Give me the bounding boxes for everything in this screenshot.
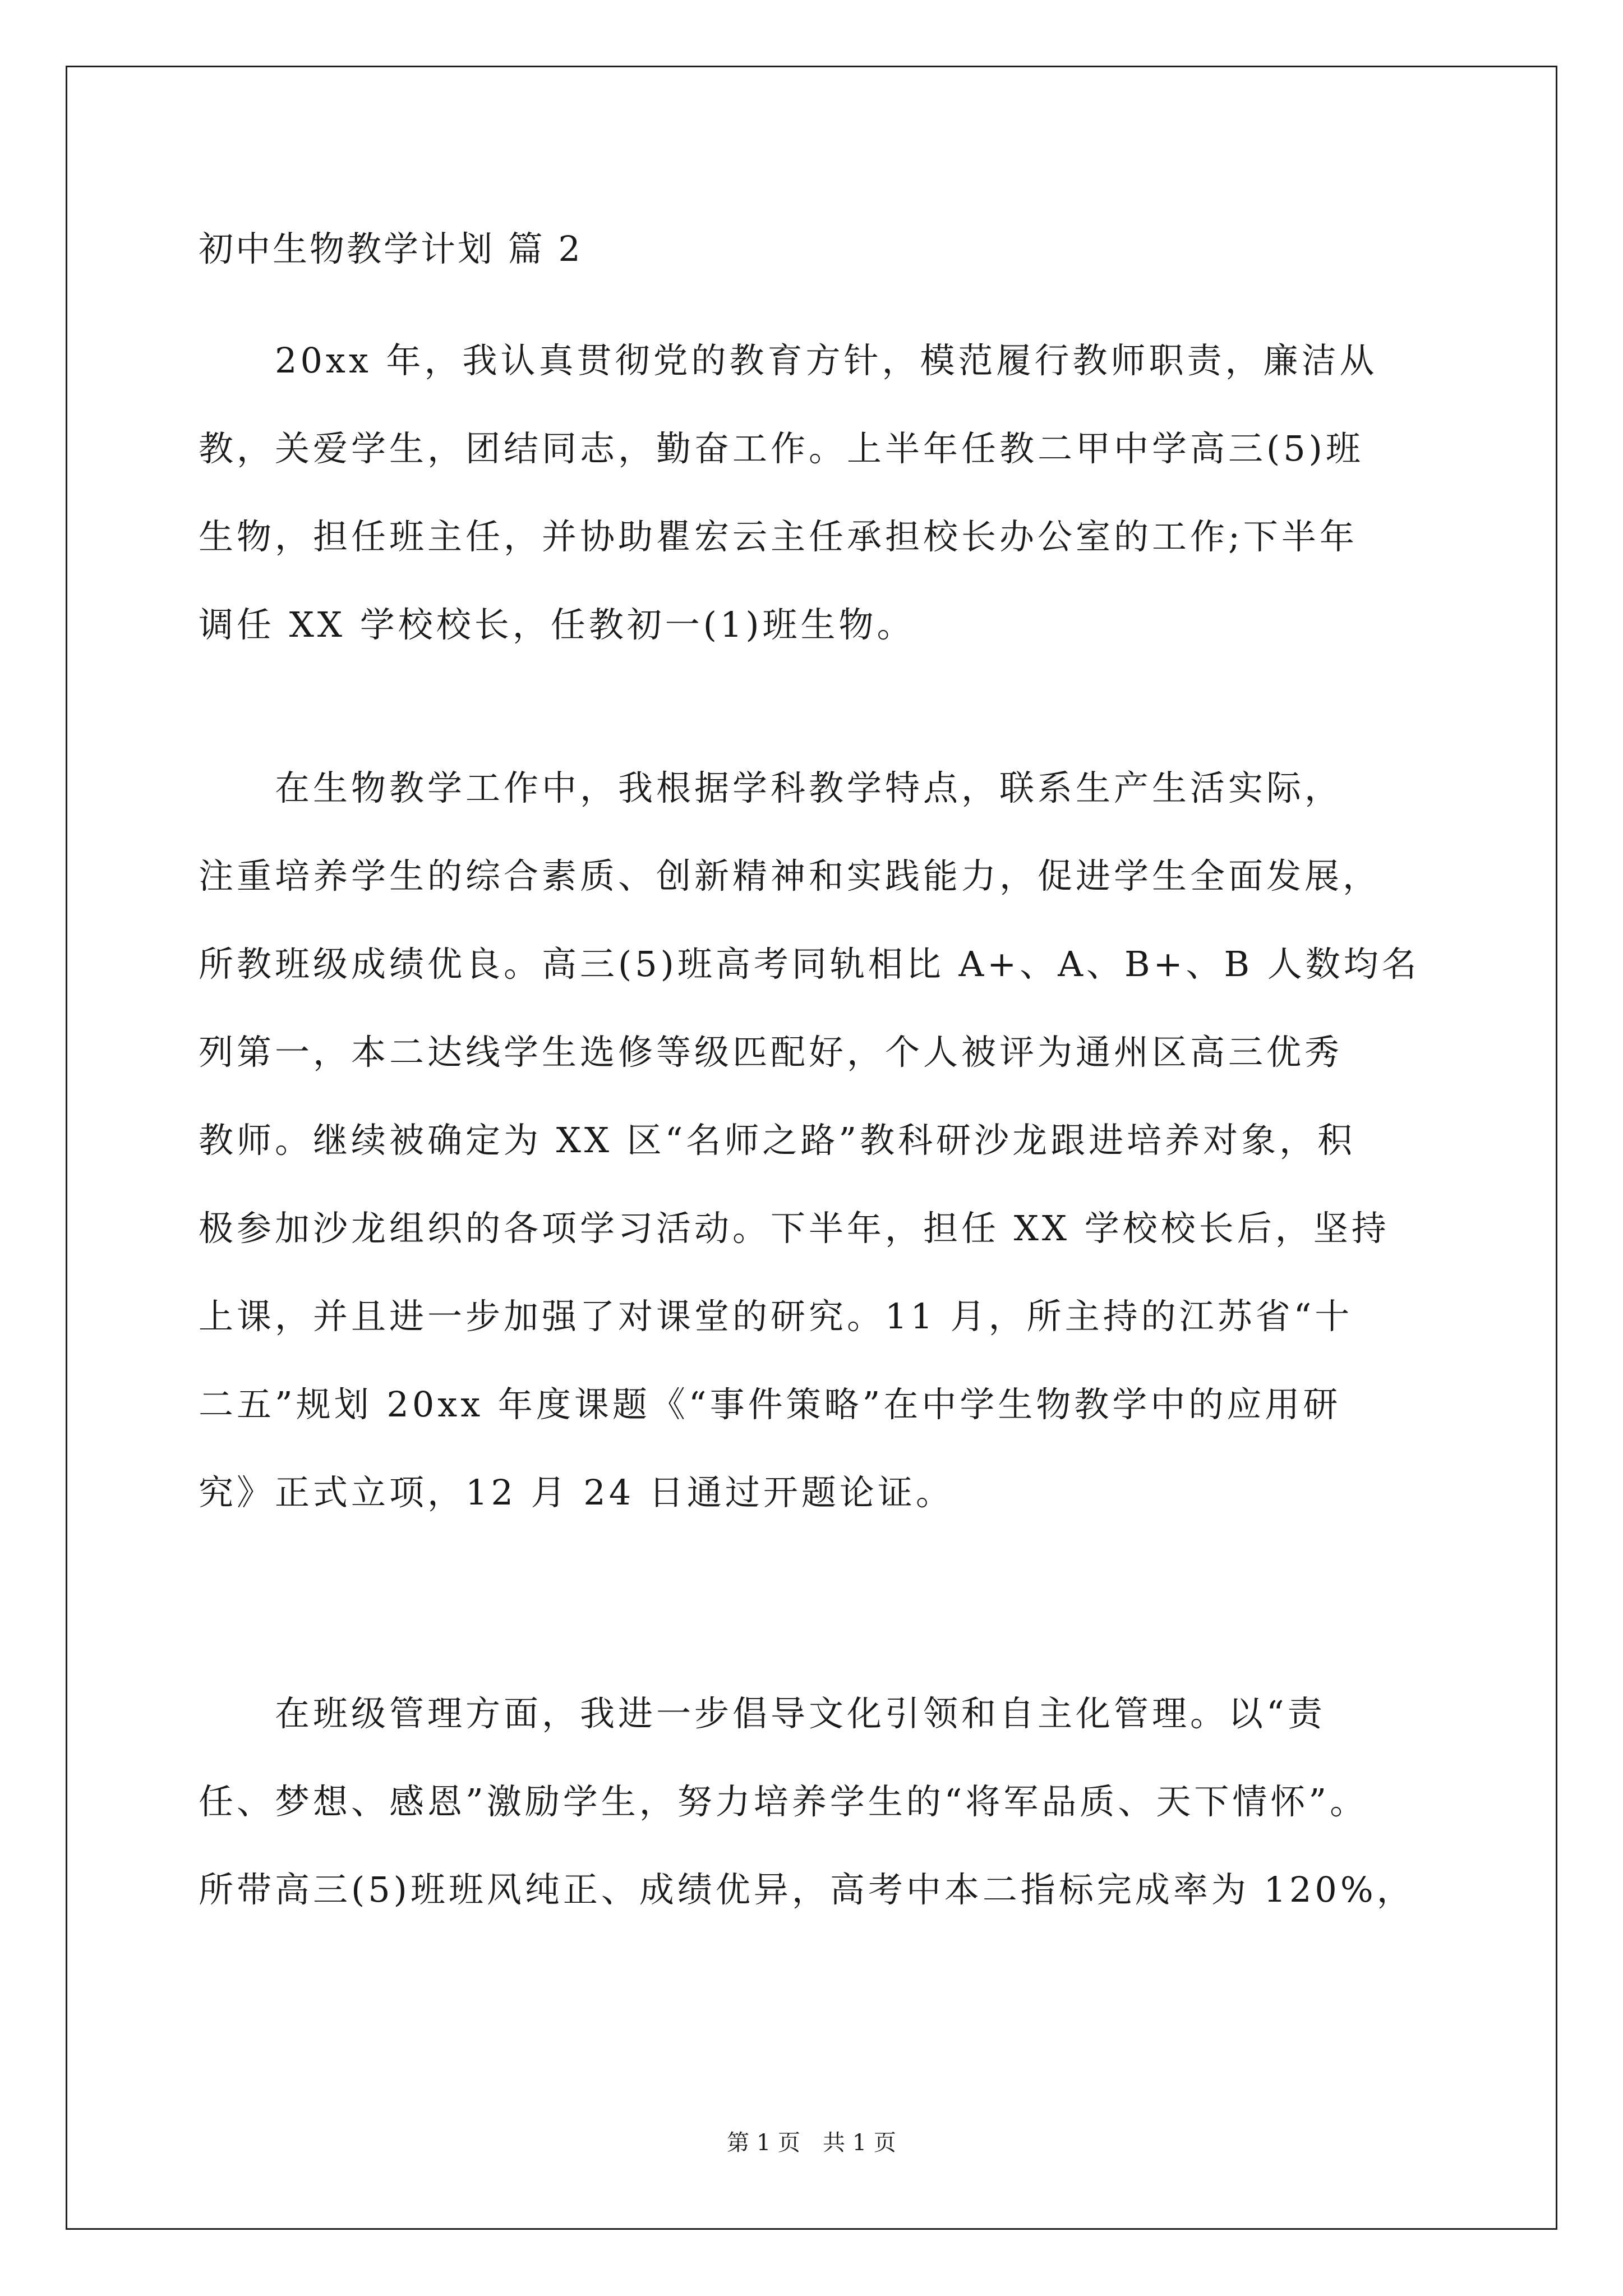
text-line: 生物，担任班主任，并协助瞿宏云主任承担校长办公室的工作;下半年: [199, 516, 1358, 557]
text-line: 在生物教学工作中，我根据学科教学特点，联系生产生活实际，: [199, 767, 1343, 808]
paragraph-2: [199, 744, 1477, 1536]
text-line: 上课，并且进一步加强了对课堂的研究。11 月，所主持的江苏省“十: [199, 1296, 1353, 1337]
text-line: 注重培养学生的综合素质、创新精神和实践能力，促进学生全面发展，: [199, 855, 1381, 896]
document-title: 初中生物教学计划 篇 2: [199, 228, 583, 269]
paragraph-3: [199, 1669, 1477, 1934]
text-line: 教，关爱学生，团结同志，勤奋工作。上半年任教二甲中学高三(5)班: [199, 428, 1364, 469]
text-line: 教师。继续被确定为 XX 区“名师之路”教科研沙龙跟进培养对象，积: [199, 1120, 1356, 1161]
page-number-footer: 第 1 页 共 1 页: [727, 2130, 896, 2156]
text-line: 20xx 年，我认真贯彻党的教育方针，模范履行教师职责，廉洁从: [199, 340, 1378, 381]
text-line: 所教班级成绩优良。高三(5)班高考同轨相比 A+、A、B+、B 人数均名: [199, 944, 1420, 984]
text-line: 极参加沙龙组织的各项学习活动。下半年，担任 XX 学校校长后，坚持: [199, 1208, 1390, 1249]
text-line: 究》正式立项，12 月 24 日通过开题论证。: [199, 1472, 954, 1513]
text-line: 二五”规划 20xx 年度课题《“事件策略”在中学生物教学中的应用研: [199, 1384, 1341, 1425]
text-line: 列第一，本二达线学生选修等级匹配好，个人被评为通州区高三优秀: [199, 1032, 1343, 1073]
text-line: 调任 XX 学校校长，任教初一(1)班生物。: [199, 604, 915, 645]
paragraph-1: [199, 316, 1477, 669]
text-line: 在班级管理方面，我进一步倡导文化引领和自主化管理。以“责: [199, 1693, 1326, 1734]
text-line: 所带高三(5)班班风纯正、成绩优异，高考中本二指标完成率为 120%，: [199, 1869, 1415, 1910]
text-line: 任、梦想、感恩”激励学生，努力培养学生的“将军品质、天下情怀”。: [199, 1781, 1368, 1822]
